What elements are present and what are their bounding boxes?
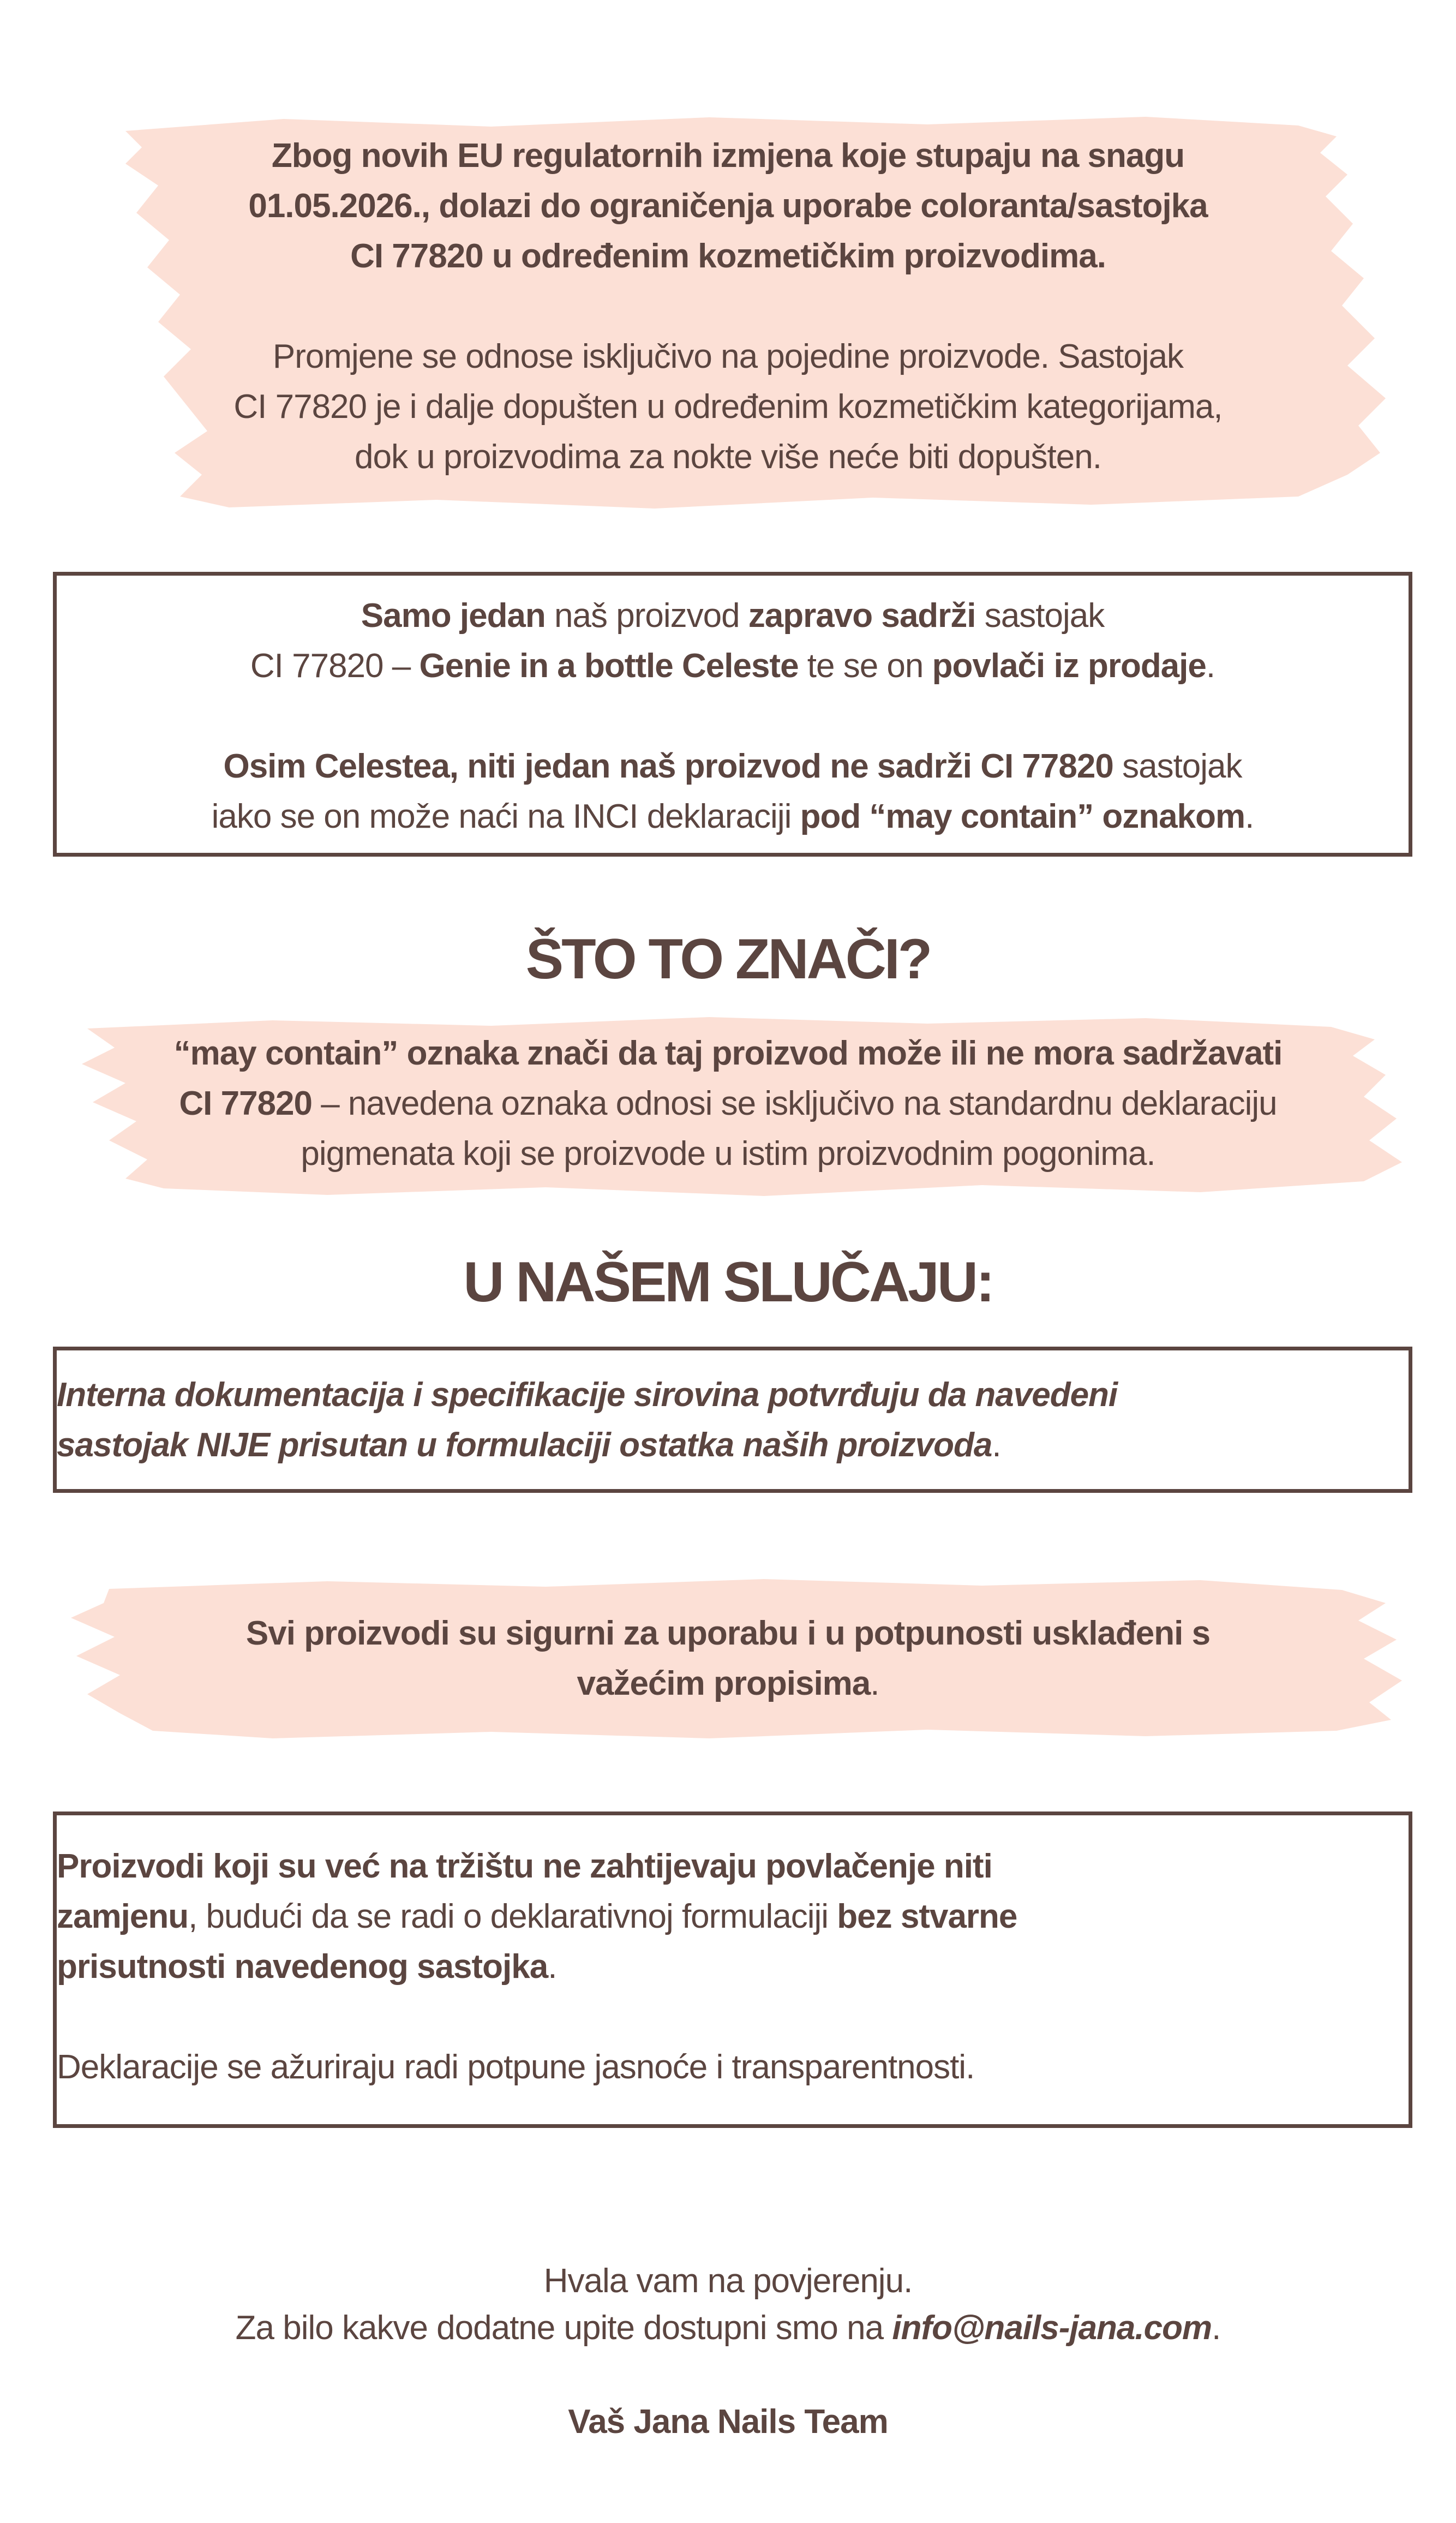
market-box-text xyxy=(57,1842,1409,2092)
meaning-section xyxy=(0,1015,1456,1200)
meaning-line-2: CI 77820 – navedena oznaka odnosi se isključivo na standardnu deklaraciju xyxy=(179,1085,1277,1122)
footer-signature: Vaš Jana Nails Team xyxy=(568,2403,888,2441)
footer-thanks: Hvala vam na povjerenju. xyxy=(543,2262,913,2300)
product-box-line-3: Osim Celestea, niti jedan naš proizvod ne sadrži CI 77820 sastojak xyxy=(223,748,1242,785)
meaning-text xyxy=(0,1029,1456,1179)
safety-section xyxy=(0,1577,1456,1741)
intro-line-1: Promjene se odnose isključivo na pojedine proizvode. Sastojak xyxy=(272,338,1184,375)
safety-text xyxy=(0,1609,1456,1709)
intro-line-2: CI 77820 je i dalje dopušten u određenim kozmetičkim kategorijama, xyxy=(233,388,1223,426)
product-box-line-4: iako se on može naći na INCI deklaraciji pod “may contain” oznakom. xyxy=(211,798,1254,835)
case-heading: U NAŠEM SLUČAJU: xyxy=(463,1251,993,1314)
product-box-line-1: Samo jedan naš proizvod zapravo sadrži sastojak xyxy=(361,597,1105,635)
market-box-line-4: Deklaracije se ažuriraju radi potpune jasnoće i transparentnosti. xyxy=(57,2048,975,2086)
intro-line-3: dok u proizvodima za nokte više neće biti dopušten. xyxy=(355,438,1101,476)
product-box-line-2: CI 77820 – Genie in a bottle Celeste te se on povlači iz prodaje. xyxy=(250,647,1215,685)
case-box xyxy=(53,1347,1412,1493)
intro-bold-line-2: 01.05.2026., dolazi do ograničenja uporabe coloranta/sastojka xyxy=(248,187,1208,225)
product-box-text xyxy=(57,591,1409,842)
case-box-line-2: sastojak NIJE prisutan u formulaciji ostatka naših proizvoda. xyxy=(57,1426,1001,1464)
footer-contact: Za bilo kakve dodatne upite dostupni smo na info@nails-jana.com. xyxy=(235,2309,1221,2347)
market-box-line-1: Proizvodi koji su već na tržištu ne zahtijevaju povlačenje niti xyxy=(57,1848,992,1885)
meaning-line-3: pigmenata koji se proizvode u istim proizvodnim pogonima. xyxy=(301,1135,1155,1173)
intro-section xyxy=(0,115,1456,513)
safety-line-2: važećim propisima. xyxy=(577,1665,879,1702)
market-box xyxy=(53,1811,1412,2128)
product-box xyxy=(53,572,1412,857)
market-box-line-2: zamjenu, budući da se radi o deklarativnoj formulaciji bez stvarne xyxy=(57,1898,1017,1935)
market-box-line-3: prisutnosti navedenog sastojka. xyxy=(57,1948,557,1986)
intro-bold-line-3: CI 77820 u određenim kozmetičkim proizvodima. xyxy=(350,237,1106,275)
footer xyxy=(0,2258,1456,2487)
case-box-line-1: Interna dokumentacija i specifikacije sirovina potvrđuju da navedeni xyxy=(57,1376,1118,1414)
meaning-line-1: “may contain” oznaka znači da taj proizvod može ili ne mora sadržavati xyxy=(173,1035,1283,1072)
case-box-text xyxy=(57,1370,1409,1470)
meaning-heading: ŠTO TO ZNAČI? xyxy=(525,928,931,991)
footer-email-link[interactable]: info@nails-jana.com xyxy=(892,2309,1212,2347)
intro-text xyxy=(0,131,1456,482)
safety-line-1: Svi proizvodi su sigurni za uporabu i u potpunosti usklađeni s xyxy=(245,1615,1211,1652)
intro-bold-line-1: Zbog novih EU regulatornih izmjena koje stupaju na snagu xyxy=(271,137,1185,175)
